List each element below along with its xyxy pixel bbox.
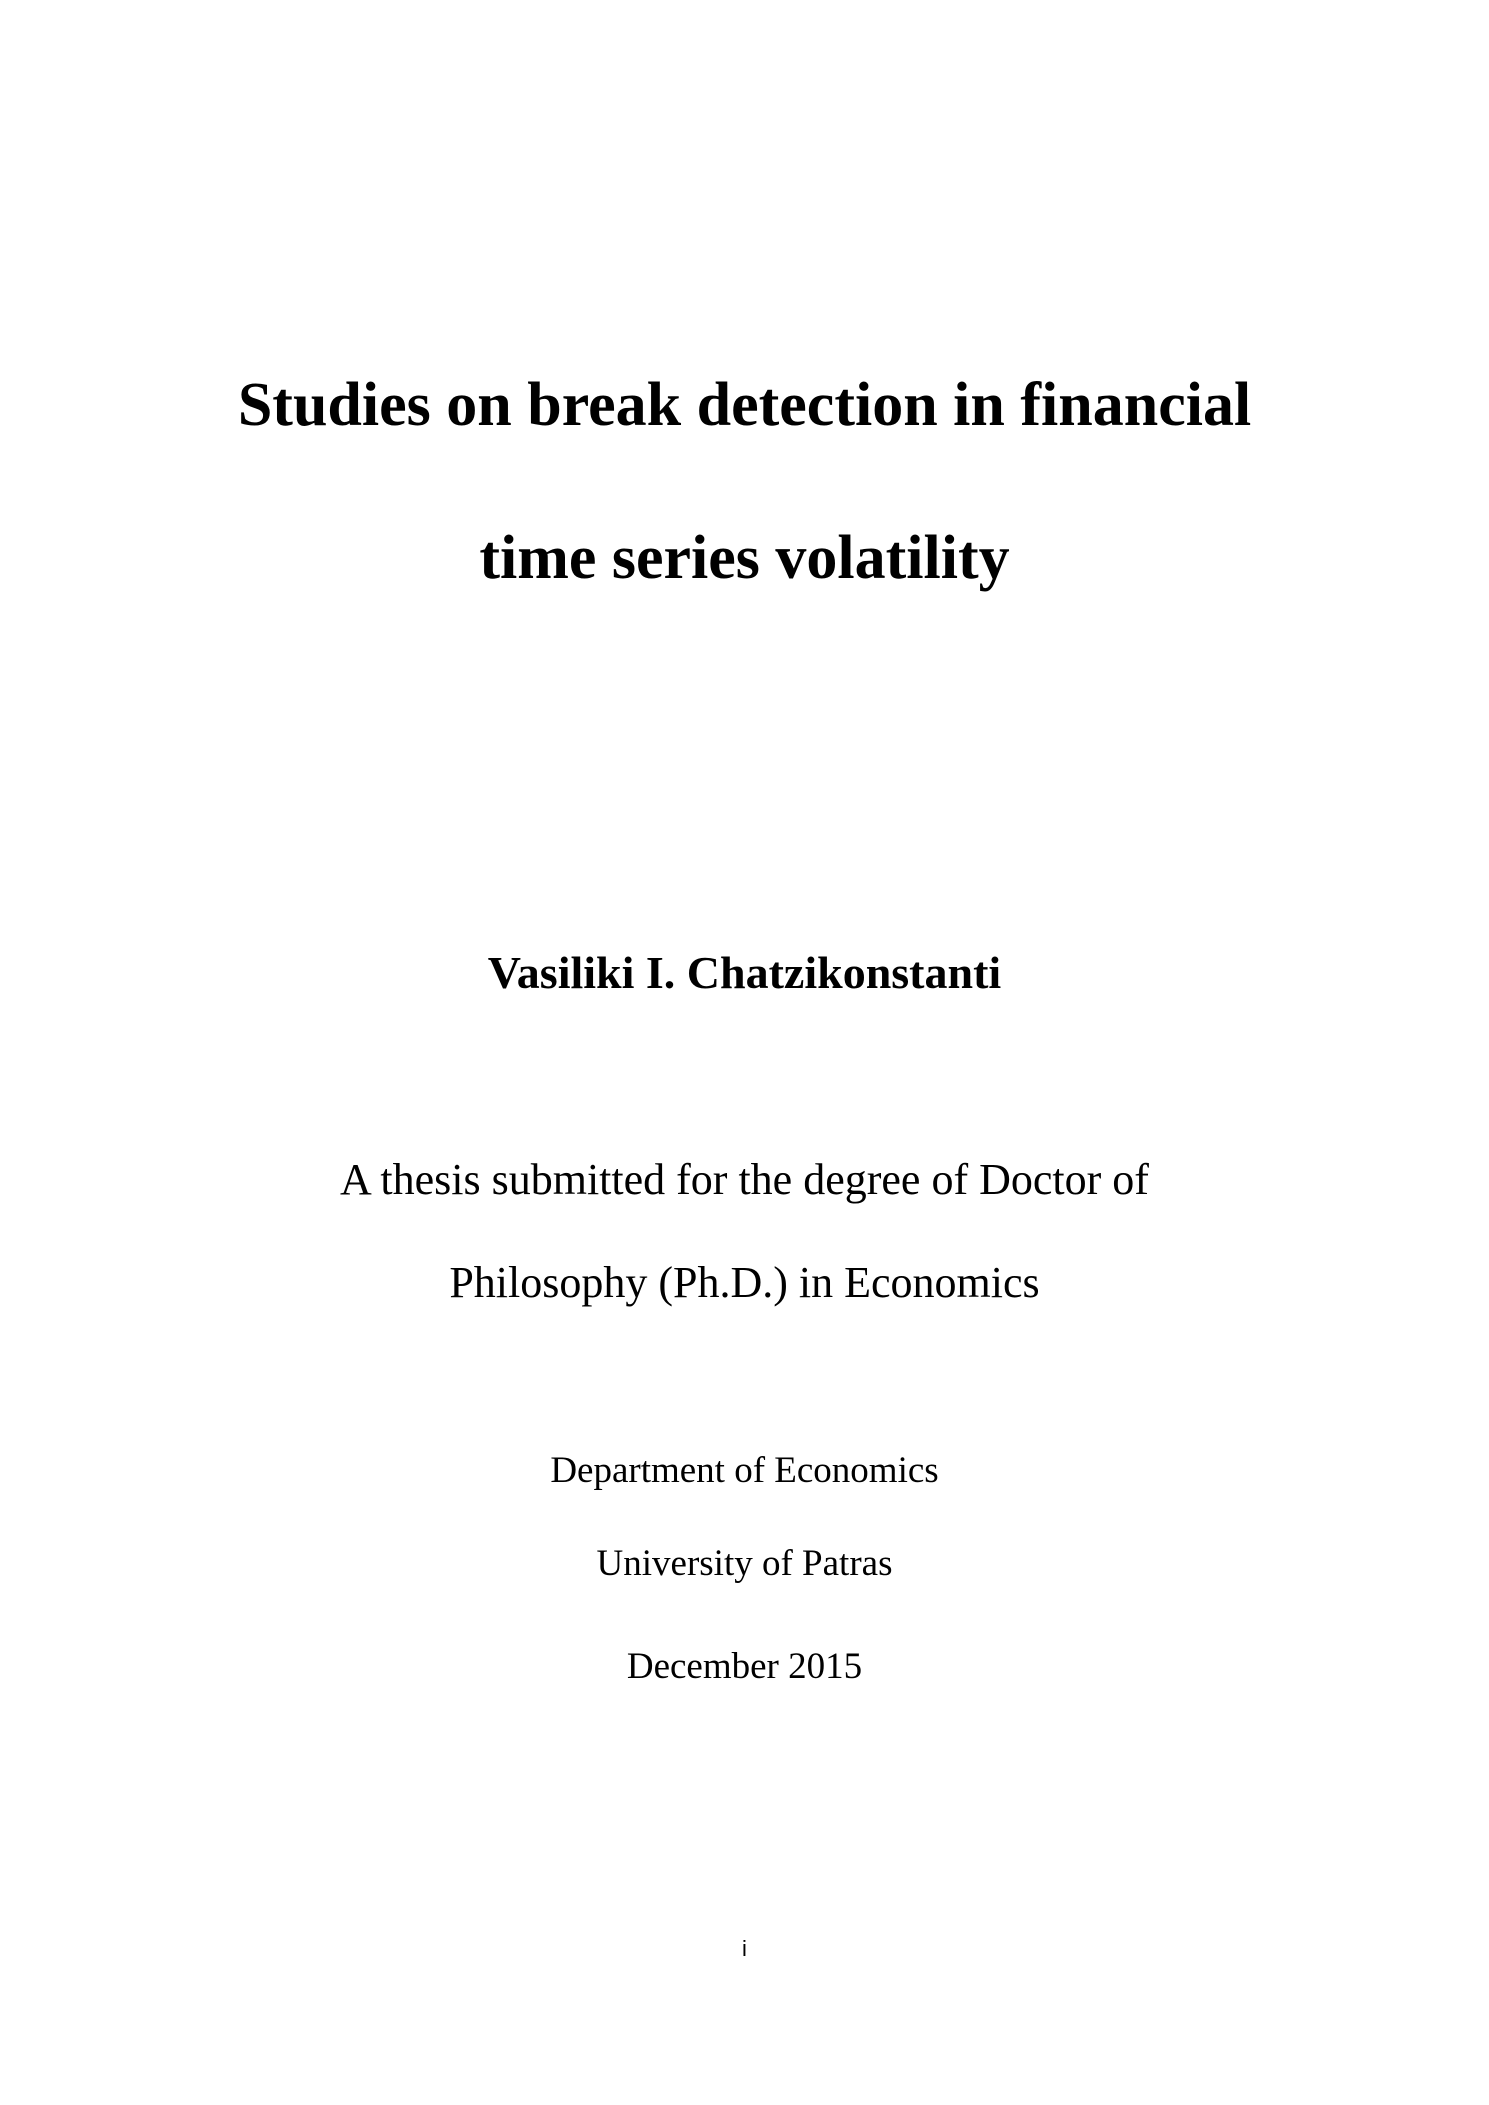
page-number: i [742, 1936, 747, 1961]
thesis-title-line-1: Studies on break detection in financial [237, 371, 1252, 439]
author-name: Vasiliki I. Chatzikonstanti [487, 947, 1002, 998]
thesis-title-line-2: time series volatility [479, 524, 1010, 592]
submission-date: December 2015 [626, 1646, 863, 1687]
university: University of Patras [596, 1543, 893, 1584]
degree-statement-line-1: A thesis submitted for the degree of Doctor of [340, 1155, 1149, 1204]
department: Department of Economics [550, 1450, 939, 1491]
degree-statement-line-2: Philosophy (Ph.D.) in Economics [449, 1258, 1040, 1307]
